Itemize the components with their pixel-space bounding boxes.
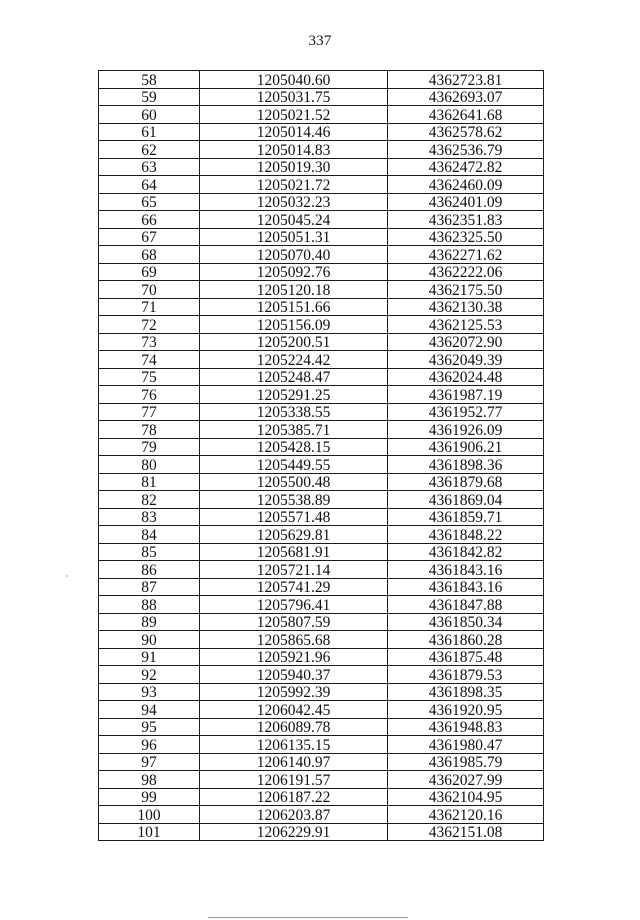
x-coordinate-cell: 1205031.75	[200, 88, 388, 106]
x-coordinate-cell: 1205120.18	[200, 281, 388, 299]
y-coordinate-cell: 4362325.50	[388, 228, 544, 246]
x-coordinate-cell: 1205921.96	[200, 648, 388, 666]
y-coordinate-cell: 4361875.48	[388, 648, 544, 666]
y-coordinate-cell: 4362125.53	[388, 316, 544, 334]
x-coordinate-cell: 1205092.76	[200, 263, 388, 281]
table-row	[99, 141, 544, 159]
x-coordinate-cell: 1205070.40	[200, 246, 388, 264]
table-row	[99, 158, 544, 176]
point-number-cell: 68	[99, 246, 200, 264]
x-coordinate-cell: 1205449.55	[200, 456, 388, 474]
x-coordinate-cell: 1206042.45	[200, 701, 388, 719]
x-coordinate-cell: 1205796.41	[200, 596, 388, 614]
point-number-cell: 67	[99, 228, 200, 246]
y-coordinate-cell: 4361987.19	[388, 386, 544, 404]
x-coordinate-cell: 1205032.23	[200, 193, 388, 211]
point-number-cell: 75	[99, 368, 200, 386]
y-coordinate-cell: 4362049.39	[388, 351, 544, 369]
point-number-cell: 81	[99, 473, 200, 491]
point-number-cell: 58	[99, 71, 200, 89]
table-row	[99, 228, 544, 246]
y-coordinate-cell: 4362578.62	[388, 123, 544, 141]
table-row	[99, 771, 544, 789]
table-row	[99, 596, 544, 614]
x-coordinate-cell: 1205940.37	[200, 666, 388, 684]
point-number-cell: 78	[99, 421, 200, 439]
y-coordinate-cell: 4361843.16	[388, 561, 544, 579]
table-row	[99, 613, 544, 631]
x-coordinate-cell: 1205385.71	[200, 421, 388, 439]
y-coordinate-cell: 4361898.35	[388, 683, 544, 701]
x-coordinate-cell: 1205571.48	[200, 508, 388, 526]
point-number-cell: 88	[99, 596, 200, 614]
table-row	[99, 176, 544, 194]
table-row	[99, 543, 544, 561]
table-row	[99, 788, 544, 806]
x-coordinate-cell: 1205741.29	[200, 578, 388, 596]
table-row	[99, 701, 544, 719]
table-row	[99, 211, 544, 229]
point-number-cell: 72	[99, 316, 200, 334]
point-number-cell: 64	[99, 176, 200, 194]
table-row	[99, 491, 544, 509]
x-coordinate-cell: 1205045.24	[200, 211, 388, 229]
table-row	[99, 193, 544, 211]
y-coordinate-cell: 4362271.62	[388, 246, 544, 264]
y-coordinate-cell: 4362472.82	[388, 158, 544, 176]
table-row	[99, 456, 544, 474]
point-number-cell: 65	[99, 193, 200, 211]
table-row	[99, 683, 544, 701]
point-number-cell: 91	[99, 648, 200, 666]
x-coordinate-cell: 1205021.52	[200, 106, 388, 124]
point-number-cell: 83	[99, 508, 200, 526]
table-row	[99, 281, 544, 299]
y-coordinate-cell: 4361859.71	[388, 508, 544, 526]
point-number-cell: 77	[99, 403, 200, 421]
coordinates-table	[98, 70, 544, 841]
table-row	[99, 648, 544, 666]
y-coordinate-cell: 4362723.81	[388, 71, 544, 89]
x-coordinate-cell: 1205992.39	[200, 683, 388, 701]
point-number-cell: 69	[99, 263, 200, 281]
y-coordinate-cell: 4362104.95	[388, 788, 544, 806]
y-coordinate-cell: 4361850.34	[388, 613, 544, 631]
x-coordinate-cell: 1205629.81	[200, 526, 388, 544]
point-number-cell: 84	[99, 526, 200, 544]
y-coordinate-cell: 4362351.83	[388, 211, 544, 229]
scan-speck	[66, 575, 68, 577]
table-row	[99, 421, 544, 439]
point-number-cell: 89	[99, 613, 200, 631]
table-row	[99, 438, 544, 456]
point-number-cell: 80	[99, 456, 200, 474]
point-number-cell: 70	[99, 281, 200, 299]
point-number-cell: 63	[99, 158, 200, 176]
y-coordinate-cell: 4362175.50	[388, 281, 544, 299]
x-coordinate-cell: 1205014.83	[200, 141, 388, 159]
y-coordinate-cell: 4362641.68	[388, 106, 544, 124]
y-coordinate-cell: 4361926.09	[388, 421, 544, 439]
table-row	[99, 631, 544, 649]
table-row	[99, 561, 544, 579]
point-number-cell: 87	[99, 578, 200, 596]
point-number-cell: 73	[99, 333, 200, 351]
y-coordinate-cell: 4361848.22	[388, 526, 544, 544]
coordinates-table-body	[99, 71, 544, 841]
y-coordinate-cell: 4362401.09	[388, 193, 544, 211]
table-row	[99, 718, 544, 736]
y-coordinate-cell: 4361847.88	[388, 596, 544, 614]
table-row	[99, 578, 544, 596]
point-number-cell: 79	[99, 438, 200, 456]
x-coordinate-cell: 1206203.87	[200, 806, 388, 824]
x-coordinate-cell: 1206229.91	[200, 823, 388, 841]
point-number-cell: 82	[99, 491, 200, 509]
x-coordinate-cell: 1205500.48	[200, 473, 388, 491]
y-coordinate-cell: 4361860.28	[388, 631, 544, 649]
point-number-cell: 100	[99, 806, 200, 824]
table-row	[99, 403, 544, 421]
table-row	[99, 71, 544, 89]
point-number-cell: 85	[99, 543, 200, 561]
x-coordinate-cell: 1205721.14	[200, 561, 388, 579]
point-number-cell: 90	[99, 631, 200, 649]
point-number-cell: 71	[99, 298, 200, 316]
x-coordinate-cell: 1205338.55	[200, 403, 388, 421]
table-row	[99, 823, 544, 841]
table-row	[99, 246, 544, 264]
y-coordinate-cell: 4361920.95	[388, 701, 544, 719]
table-row	[99, 473, 544, 491]
table-row	[99, 736, 544, 754]
table-row	[99, 123, 544, 141]
y-coordinate-cell: 4361879.53	[388, 666, 544, 684]
x-coordinate-cell: 1205538.89	[200, 491, 388, 509]
y-coordinate-cell: 4362027.99	[388, 771, 544, 789]
table-row	[99, 88, 544, 106]
x-coordinate-cell: 1205051.31	[200, 228, 388, 246]
table-row	[99, 106, 544, 124]
point-number-cell: 59	[99, 88, 200, 106]
point-number-cell: 92	[99, 666, 200, 684]
table-row	[99, 333, 544, 351]
y-coordinate-cell: 4362693.07	[388, 88, 544, 106]
x-coordinate-cell: 1205807.59	[200, 613, 388, 631]
point-number-cell: 99	[99, 788, 200, 806]
x-coordinate-cell: 1205200.51	[200, 333, 388, 351]
point-number-cell: 101	[99, 823, 200, 841]
y-coordinate-cell: 4362460.09	[388, 176, 544, 194]
x-coordinate-cell: 1206191.57	[200, 771, 388, 789]
point-number-cell: 76	[99, 386, 200, 404]
x-coordinate-cell: 1205248.47	[200, 368, 388, 386]
x-coordinate-cell: 1205681.91	[200, 543, 388, 561]
x-coordinate-cell: 1205291.25	[200, 386, 388, 404]
table-row	[99, 666, 544, 684]
y-coordinate-cell: 4362536.79	[388, 141, 544, 159]
y-coordinate-cell: 4362222.06	[388, 263, 544, 281]
point-number-cell: 62	[99, 141, 200, 159]
table-row	[99, 753, 544, 771]
x-coordinate-cell: 1205428.15	[200, 438, 388, 456]
table-row	[99, 298, 544, 316]
table-row	[99, 316, 544, 334]
point-number-cell: 74	[99, 351, 200, 369]
y-coordinate-cell: 4361948.83	[388, 718, 544, 736]
point-number-cell: 95	[99, 718, 200, 736]
page-number: 337	[308, 33, 332, 49]
point-number-cell: 98	[99, 771, 200, 789]
y-coordinate-cell: 4361898.36	[388, 456, 544, 474]
table-row	[99, 351, 544, 369]
table-row	[99, 806, 544, 824]
point-number-cell: 66	[99, 211, 200, 229]
x-coordinate-cell: 1205014.46	[200, 123, 388, 141]
y-coordinate-cell: 4362024.48	[388, 368, 544, 386]
y-coordinate-cell: 4361952.77	[388, 403, 544, 421]
point-number-cell: 61	[99, 123, 200, 141]
y-coordinate-cell: 4362072.90	[388, 333, 544, 351]
point-number-cell: 94	[99, 701, 200, 719]
y-coordinate-cell: 4362120.16	[388, 806, 544, 824]
x-coordinate-cell: 1206187.22	[200, 788, 388, 806]
y-coordinate-cell: 4361906.21	[388, 438, 544, 456]
y-coordinate-cell: 4362151.08	[388, 823, 544, 841]
y-coordinate-cell: 4361842.82	[388, 543, 544, 561]
table-row	[99, 386, 544, 404]
x-coordinate-cell: 1205156.09	[200, 316, 388, 334]
x-coordinate-cell: 1205040.60	[200, 71, 388, 89]
bottom-edge-line	[208, 917, 408, 918]
y-coordinate-cell: 4361843.16	[388, 578, 544, 596]
table-row	[99, 368, 544, 386]
point-number-cell: 96	[99, 736, 200, 754]
point-number-cell: 86	[99, 561, 200, 579]
y-coordinate-cell: 4361879.68	[388, 473, 544, 491]
y-coordinate-cell: 4361980.47	[388, 736, 544, 754]
y-coordinate-cell: 4362130.38	[388, 298, 544, 316]
table-row	[99, 508, 544, 526]
table-row	[99, 263, 544, 281]
x-coordinate-cell: 1206140.97	[200, 753, 388, 771]
x-coordinate-cell: 1205151.66	[200, 298, 388, 316]
point-number-cell: 60	[99, 106, 200, 124]
x-coordinate-cell: 1206135.15	[200, 736, 388, 754]
point-number-cell: 97	[99, 753, 200, 771]
x-coordinate-cell: 1205224.42	[200, 351, 388, 369]
x-coordinate-cell: 1206089.78	[200, 718, 388, 736]
x-coordinate-cell: 1205021.72	[200, 176, 388, 194]
y-coordinate-cell: 4361869.04	[388, 491, 544, 509]
y-coordinate-cell: 4361985.79	[388, 753, 544, 771]
table-row	[99, 526, 544, 544]
x-coordinate-cell: 1205019.30	[200, 158, 388, 176]
point-number-cell: 93	[99, 683, 200, 701]
x-coordinate-cell: 1205865.68	[200, 631, 388, 649]
